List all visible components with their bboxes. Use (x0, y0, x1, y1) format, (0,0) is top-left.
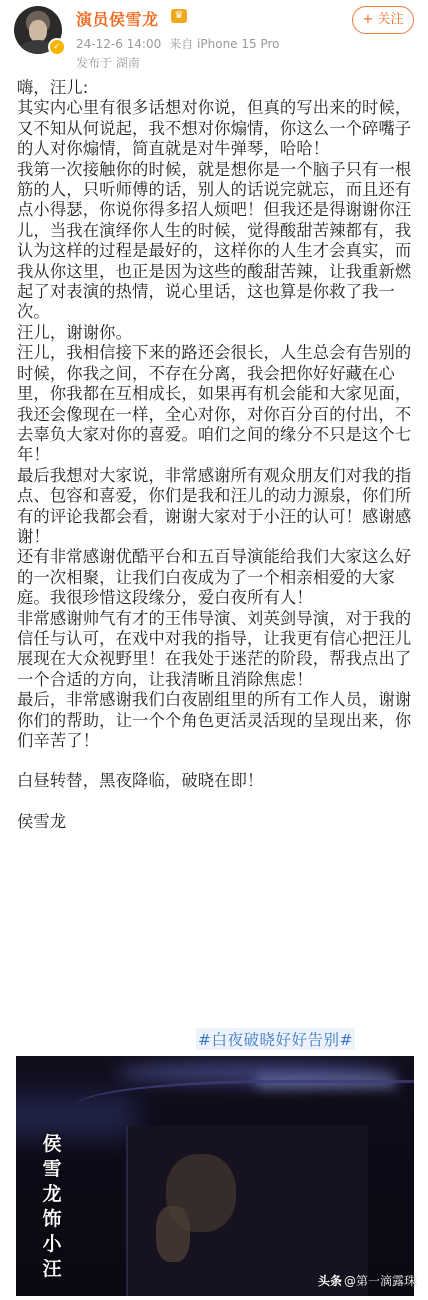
follow-button[interactable]: + 关注 (352, 6, 414, 34)
actor-hand (156, 1206, 190, 1262)
watermark-handle: @第一滴露珠 (344, 1274, 417, 1288)
username[interactable]: 演员侯雪龙 (76, 10, 159, 29)
post-paragraph: 还有非常感谢优酷平台和五百导演能给我们大家这么好的一次相聚，让我们白夜成为了一个相亲相爱的大家庭。我很珍惜这段缘分，爱白夜所有人！ (17, 547, 412, 608)
post-meta (76, 35, 288, 52)
post-paragraph: 汪儿，我相信接下来的路还会很长，人生总会有告别的时候，你我之间，不存在分离，我会把你好好藏在心里，你我都在互相成长，如果再有机会能和大家见面，我还会像现在一样，全心对你，对你百分百的付出，不去辜负大家对你的喜爱。咱们之间的缘分不只是这个七年！ (17, 343, 412, 465)
caption-char: 饰 (42, 1208, 62, 1230)
post-body (17, 78, 417, 832)
avatar-face (29, 20, 47, 42)
post-header (0, 0, 428, 78)
post-location: 发布于 湖南 (76, 56, 140, 70)
video-caption-vertical (38, 1132, 66, 1282)
caption-char: 龙 (42, 1183, 62, 1205)
paragraph-spacer (17, 751, 417, 771)
post-paragraph: 其实内心里有很多话想对你说，但真的写出来的时候，又不知从何说起，我不想对你煽情，你这么一个碎嘴子的人对你煽情，简直就是对牛弹琴，哈哈！ (17, 98, 412, 159)
paragraph-spacer (17, 792, 417, 812)
post-signature: 侯雪龙 (17, 811, 67, 831)
watermark-logo: 头条 (318, 1274, 343, 1288)
post-paragraph: 最后我想对大家说，非常感谢所有观众朋友们对我的指点、包容和喜爱，你们是我和汪儿的动力源泉，你们所有的评论我都会看，谢谢大家对于小汪的认可！感谢感谢！ (17, 465, 412, 546)
post-paragraph: 最后，非常感谢我们白夜剧组里的所有工作人员，谢谢你们的帮助，让一个个角色更活灵活现的呈现出来，你们辛苦了！ (17, 690, 412, 750)
post-source: 来自 iPhone 15 Pro (169, 37, 280, 51)
post-closing: 白昼转替，黑夜降临，破晓在即！ (17, 771, 264, 791)
post-paragraph: 嗨，汪儿: (17, 78, 89, 97)
watermark (318, 1272, 416, 1289)
vip-crown-icon: ♛ (171, 9, 187, 23)
video-thumbnail[interactable] (16, 1056, 417, 1296)
car-roof-outline (76, 1080, 414, 1123)
hashtag-link[interactable]: #白夜破晓好好告别# (196, 1028, 355, 1050)
caption-char: 小 (42, 1233, 62, 1255)
post-paragraph: 非常感谢帅气有才的王伟导演、刘英剑导演，对于我的信任与认可，在戏中对我的指导，让我更有信心把汪儿展现在大众视野里！在我处于迷茫的阶段，帮我点出了一个合适的方向，让我清晰且消除焦虑！ (17, 608, 412, 689)
post-paragraph: 我第一次接触你的时候，就是想你是一个脑子只有一根筋的人，只听师傅的话，别人的话说完就忘，而且还有点小得瑟，你说你得多招人烦吧！但我还是得谢谢你汪儿，当我在演绎你人生的时候，觉得酸甜苦辣都有，我认为这样的过程是最好的，这样你的人生才会真实，而我从你这里，也正是因为这些的酸甜苦辣，让我重新燃起了对表演的热情，说心里话，这也算是你救了我一次。 (17, 159, 412, 322)
post-date: 24-12-6 14:00 (76, 37, 162, 51)
post-paragraph: 汪儿，谢谢你。 (17, 322, 133, 342)
caption-char: 汪 (42, 1258, 62, 1280)
verified-badge-icon: ✓ (48, 38, 66, 56)
caption-char: 侯 (42, 1133, 62, 1155)
caption-char: 雪 (42, 1158, 62, 1180)
